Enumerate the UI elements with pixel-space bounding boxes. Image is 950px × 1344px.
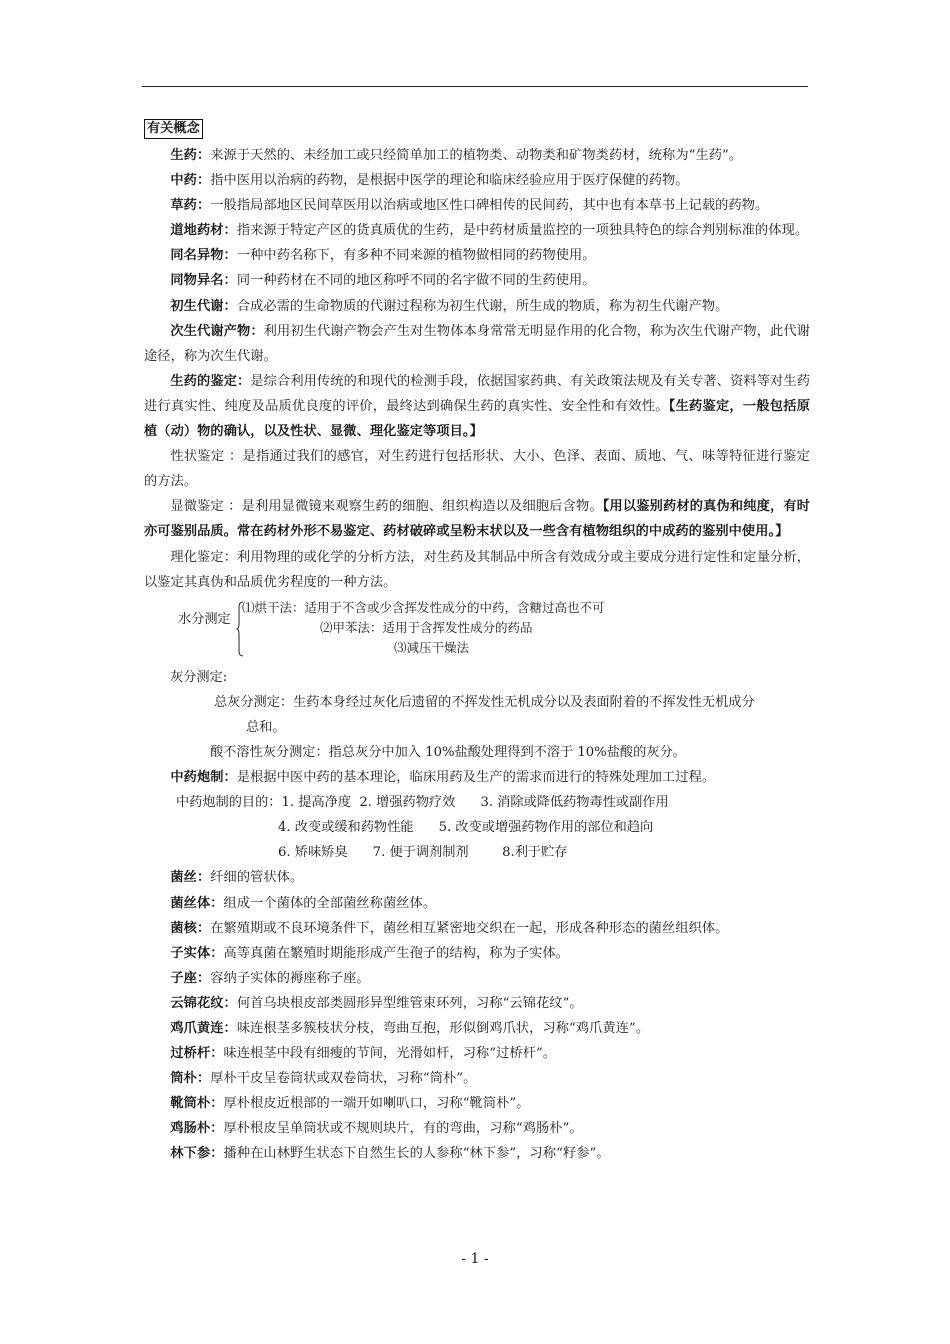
definition-item xyxy=(144,991,810,1016)
definition-text: 利用初生代谢产物会产生对生物体本身常常无明显作用的化合物，称为次生代谢产物，此代谢途径，称为次生代谢。 xyxy=(144,323,810,364)
definition-term: 菌丝： xyxy=(170,870,211,886)
definition-term: 道地药材： xyxy=(170,223,237,239)
header-rule xyxy=(142,86,808,87)
definition-item xyxy=(144,941,810,966)
method-text: 理化鉴定：利用物理的或化学的分析方法，对生药及其制品中所含有效成分或主要成分进行定性和定量分析，以鉴定其真伪和品质优劣程度的一种方法。 xyxy=(144,549,810,590)
ash-acid: 酸不溶性灰分测定：指总灰分中加入 10%盐酸处理得到不溶于 10%盐酸的灰分。 xyxy=(210,744,686,760)
definition-item xyxy=(144,916,810,941)
identification-text: 是综合利用传统的和现代的检测手段，依据国家药典、有关政策法规及有关专著、资料等对生药进行真实性、纯度及品质优良度的评价，最终达到确保生药的真实性、安全性和有效性。 xyxy=(144,373,810,414)
definition-item xyxy=(144,1116,810,1141)
ash-total-cont: 总和。 xyxy=(246,719,286,735)
identification-term: 生药的鉴定： xyxy=(170,373,251,389)
definition-item xyxy=(144,865,810,890)
method-paragraph xyxy=(144,444,810,494)
definition-text: 在繁殖期或不良环境条件下，菌丝相互紧密地交织在一起，形成各种形态的菌丝组织体。 xyxy=(210,920,729,936)
definition-term: 同名异物： xyxy=(170,248,237,264)
processing-purpose: 6. 矫味矫臭 7. 便于调剂制剂 8.利于贮存 xyxy=(278,845,568,861)
definition-term: 初生代谢： xyxy=(170,298,237,314)
definition-text: 厚朴根皮呈单筒状或不规则块片，有的弯曲，习称“鸡肠朴”。 xyxy=(223,1121,583,1137)
definition-text: 指来源于特定产区的货真质优的生药，是中药材质量监控的一项独具特色的综合判别标准的体现。 xyxy=(236,223,809,239)
definition-term: 草药： xyxy=(170,198,211,214)
definition-term: 过桥杆： xyxy=(170,1046,224,1062)
definition-item xyxy=(144,218,810,243)
method-paragraph xyxy=(144,494,810,544)
definition-text: 指中医用以治病的药物，是根据中医学的理论和临床经验应用于医疗保健的药物。 xyxy=(210,173,689,189)
definition-item xyxy=(144,143,810,168)
processing-purpose: 中药炮制的目的：1. 提高净度 2. 增强药物疗效 3. 消除或降低药物毒性或副作用 xyxy=(176,795,669,811)
water-method-item: ⑴烘干法：适用于不含或少含挥发性成分的中药，含糖过高也不可 xyxy=(242,599,605,615)
processing-purpose: 4. 改变或缓和药物性能 5. 改变或增强药物作用的部位和趋向 xyxy=(278,820,654,836)
definition-term: 次生代谢产物： xyxy=(170,323,264,339)
definitions-list-a xyxy=(144,143,810,369)
water-determination xyxy=(144,599,810,663)
definition-text: 纤细的管状体。 xyxy=(210,870,304,886)
definition-item xyxy=(144,1066,810,1091)
definition-term: 筒朴： xyxy=(170,1071,211,1087)
definition-item xyxy=(144,1091,810,1116)
identification-paragraph xyxy=(144,369,810,444)
page-number: - 1 - xyxy=(461,1251,489,1267)
processing-term: 中药炮制： xyxy=(170,770,237,786)
definition-term: 云锦花纹： xyxy=(170,995,237,1011)
definition-text: 厚朴根皮近根部的一端开如喇叭口，习称“靴筒朴”。 xyxy=(223,1096,530,1112)
definitions-list-b xyxy=(144,865,810,1166)
definition-text: 味连根茎多簇枝状分枝，弯曲互抱，形似倒鸡爪状，习称“鸡爪黄连”。 xyxy=(236,1021,650,1036)
water-method-item: ⑵甲苯法：适用于含挥发性成分的药品 xyxy=(320,619,533,635)
definition-item xyxy=(144,193,810,218)
identification-note: 【生药鉴定，一般包括原植（动）物的确认，以及性状、显微、理化鉴定等项目。】 xyxy=(144,398,810,440)
definition-item xyxy=(144,891,810,916)
method-paragraph xyxy=(144,545,810,595)
definition-term: 同物异名： xyxy=(170,273,237,289)
definition-item xyxy=(144,319,810,369)
definition-term: 中药： xyxy=(170,173,211,189)
definition-item xyxy=(144,1041,810,1066)
definition-text: 合成必需的生命物质的代谢过程称为初生代谢，所生成的物质，称为初生代谢产物。 xyxy=(236,298,729,314)
definition-term: 子实体： xyxy=(170,945,224,961)
water-method-item: ⑶减压干燥法 xyxy=(394,639,470,655)
definition-text: 一般指局部地区民间草医用以治病或地区性口碑相传的民间药，其中也有本草书上记载的药物。 xyxy=(210,198,769,214)
processing-text: 是根据中医中药的基本理论，临床用药及生产的需求而进行的特殊处理加工过程。 xyxy=(236,770,716,786)
definition-item xyxy=(144,243,810,268)
definition-term: 靴筒朴： xyxy=(170,1096,224,1112)
definition-term: 子座： xyxy=(170,970,211,986)
method-note: 【用以鉴别药材的真伪和纯度，有时亦可鉴别品质。常在药材外形不易鉴定、药材破碎或呈粉末状以及一些含有植物组织的中成药的鉴别中使用。】 xyxy=(144,499,811,540)
ash-label: 灰分测定: xyxy=(170,669,228,685)
definition-term: 生药： xyxy=(170,148,211,163)
document-body xyxy=(144,116,810,1167)
water-label: 水分测定 xyxy=(178,611,231,627)
processing-paragraph xyxy=(144,765,810,790)
definition-text: 来源于天然的、未经加工或只经简单加工的植物类、动物类和矿物类药材，统称为“生药”。 xyxy=(210,148,743,163)
definition-text: 厚朴干皮呈卷筒状或双卷筒状，习称“筒朴”。 xyxy=(210,1071,477,1087)
definition-item xyxy=(144,1016,810,1041)
definition-item xyxy=(144,168,810,193)
definition-term: 鸡肠朴： xyxy=(170,1121,224,1137)
method-text: 显微鉴定 ：是利用显微镜来观察生药的细胞、组织构造以及细胞后含物。 xyxy=(170,499,603,515)
definition-text: 容纳子实体的褥座称子座。 xyxy=(210,970,370,986)
definition-term: 菌核： xyxy=(170,920,211,936)
definition-item xyxy=(144,966,810,991)
definition-term: 林下参： xyxy=(170,1146,224,1162)
definition-term: 鸡爪黄连： xyxy=(170,1021,237,1036)
definition-text: 同一种药材在不同的地区称呼不同的名字做不同的生药使用。 xyxy=(236,273,596,289)
definition-text: 何首乌块根皮部类圆形异型维管束环列，习称“云锦花纹”。 xyxy=(236,995,583,1011)
definition-item xyxy=(144,1141,810,1166)
definition-item xyxy=(144,294,810,319)
method-text: 性状鉴定 ：是指通过我们的感官，对生药进行包括形状、大小、色泽、表面、质地、气、味等特征进行鉴定的方法。 xyxy=(144,449,810,490)
definition-text: 一种中药名称下，有多种不同来源的植物做相同的药物使用。 xyxy=(236,248,596,264)
definition-text: 播种在山林野生状态下自然生长的人参称“林下参”，习称“籽参”。 xyxy=(223,1146,610,1162)
section-heading: 有关概念 xyxy=(144,119,203,139)
definition-item xyxy=(144,268,810,293)
definition-text: 组成一个菌体的全部菌丝称菌丝体。 xyxy=(223,895,437,911)
definition-text: 高等真菌在繁殖时期能形成产生孢子的结构，称为子实体。 xyxy=(223,945,570,961)
definition-term: 菌丝体： xyxy=(170,895,224,911)
definition-text: 味连根茎中段有细瘦的节间，光滑如杆，习称“过桥杆”。 xyxy=(223,1046,557,1062)
ash-total: 总灰分测定：生药本身经过灰化后遗留的不挥发性无机成分以及表面附着的不挥发性无机成分 xyxy=(214,694,755,710)
